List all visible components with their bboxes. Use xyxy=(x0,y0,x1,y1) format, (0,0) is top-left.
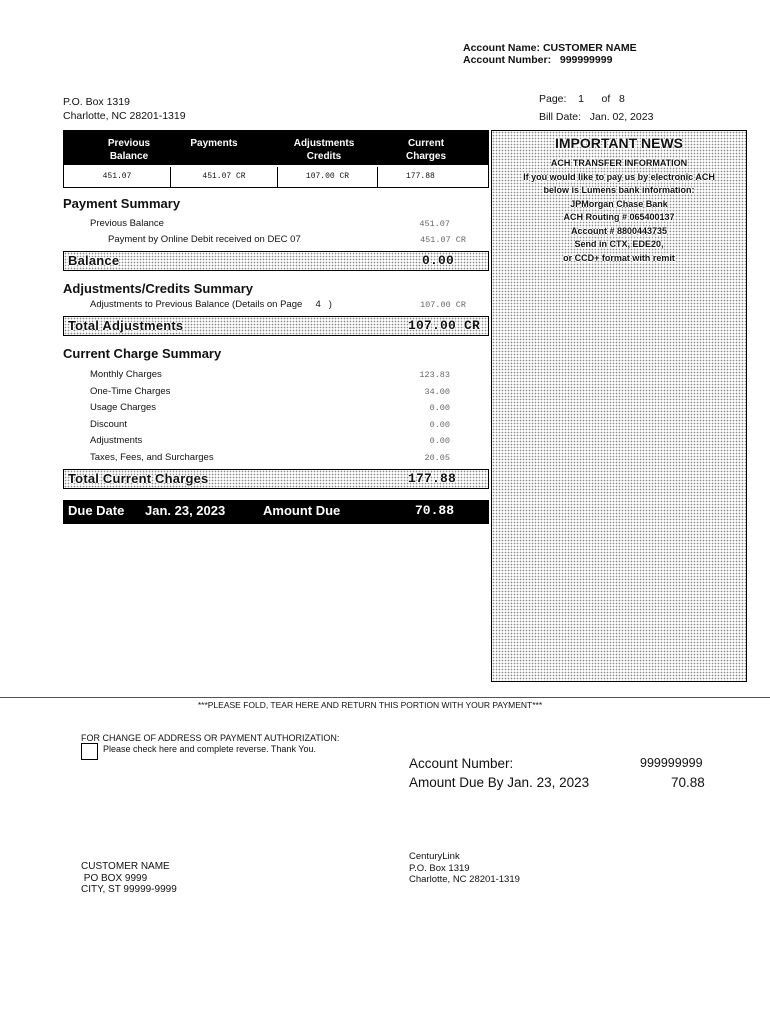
payee-address-line2: Charlotte, NC 28201-1319 xyxy=(409,874,520,885)
total-current-charges-value: 177.88 xyxy=(408,471,457,486)
page-info xyxy=(539,90,653,126)
news-line: JPMorgan Chase Bank xyxy=(570,198,668,209)
bill-date-label: Bill Date: xyxy=(539,111,582,123)
header-adjustments-credits: Adjustments Credits xyxy=(293,138,355,162)
news-line: Account # 8800443735 xyxy=(570,225,668,236)
header-payments: Payments xyxy=(190,138,238,149)
total-current-charges-box xyxy=(63,469,489,489)
remit-amount-label: Amount Due By Jan. 23, 2023 xyxy=(409,775,590,790)
payment-row-label: Payment by Online Debit received on DEC 07 xyxy=(108,234,301,245)
payment-row-label: Previous Balance xyxy=(90,218,164,229)
charge-row-value: 0.00 xyxy=(429,436,450,446)
of-label: of xyxy=(601,93,611,105)
charge-row-label: Monthly Charges xyxy=(90,369,162,380)
news-line: below is Lumens bank information: xyxy=(543,185,695,195)
due-date-value: Jan. 23, 2023 xyxy=(145,503,226,518)
charge-row-value: 34.00 xyxy=(424,387,450,397)
customer-name: CUSTOMER NAME xyxy=(81,861,170,872)
payee-address xyxy=(409,851,520,886)
value-payments: 451.07 CR xyxy=(171,167,278,187)
important-news-panel xyxy=(491,130,747,682)
news-line: or CCD+ format with remit xyxy=(563,252,675,263)
charge-row-value: 123.83 xyxy=(419,370,450,380)
charge-row-value: 0.00 xyxy=(429,420,450,430)
news-line: If you would like to pay us by electronic ACH xyxy=(523,171,715,182)
adjustments-row-close: ) xyxy=(328,299,332,310)
important-news-body xyxy=(492,157,746,265)
customer-address xyxy=(81,861,177,896)
charge-row-label: Usage Charges xyxy=(90,402,157,413)
value-adjustments: 107.00 CR xyxy=(278,167,378,187)
balance-total-box xyxy=(63,251,489,271)
due-bar xyxy=(63,500,489,524)
remit-account-label: Account Number: xyxy=(409,756,514,771)
remit-account-value: 999999999 xyxy=(640,756,703,770)
charge-row-value: 20.05 xyxy=(424,453,450,463)
due-date-label: Due Date xyxy=(68,503,125,518)
adjustments-row-label xyxy=(90,299,332,310)
customer-address-line1: PO BOX 9999 xyxy=(81,872,148,884)
charge-row-label: Adjustments xyxy=(90,435,143,446)
news-line: ACH TRANSFER INFORMATION xyxy=(550,158,688,168)
change-of-address-section xyxy=(81,733,339,755)
payment-summary-title: Payment Summary xyxy=(63,196,181,211)
account-number-label: Account Number: xyxy=(463,54,552,66)
amount-due-label: Amount Due xyxy=(263,503,341,518)
total-adjustments-label: Total Adjustments xyxy=(68,318,184,333)
news-line: ACH Routing # 065400137 xyxy=(563,212,675,222)
remit-address-line1: P.O. Box 1319 xyxy=(63,96,130,108)
summary-table-header xyxy=(64,131,488,165)
charge-row-label: One-Time Charges xyxy=(90,386,171,397)
total-adjustments-value: 107.00 CR xyxy=(408,318,481,333)
news-line: Send in CTX, EDE20, xyxy=(574,239,664,249)
adjustments-row-value: 107.00 CR xyxy=(420,300,466,310)
customer-address-line2: CITY, ST 99999-9999 xyxy=(81,884,177,895)
balance-label: Balance xyxy=(68,253,120,268)
page-total: 8 xyxy=(619,93,625,105)
change-of-address-sub: Please check here and complete reverse. Thank You. xyxy=(103,744,316,754)
value-previous-balance: 451.07 xyxy=(64,167,171,187)
page-number: 1 xyxy=(578,93,584,105)
total-current-charges-label: Total Current Charges xyxy=(68,471,209,486)
payment-row-value: 451.07 xyxy=(419,219,450,229)
account-header xyxy=(463,42,637,66)
remit-address xyxy=(63,95,186,123)
payee-name: CenturyLink xyxy=(409,851,460,862)
account-name-label: Account Name: xyxy=(463,42,541,54)
bill-date-value: Jan. 02, 2023 xyxy=(589,111,654,123)
account-name-value: CUSTOMER NAME xyxy=(542,42,637,54)
remit-amount-value: 70.88 xyxy=(671,775,705,790)
summary-table-values xyxy=(64,167,488,187)
summary-table xyxy=(63,130,489,188)
charge-row-label: Taxes, Fees, and Surcharges xyxy=(90,452,214,463)
balance-value: 0.00 xyxy=(422,253,455,268)
payee-address-line1: P.O. Box 1319 xyxy=(409,862,470,874)
charge-row-value: 0.00 xyxy=(429,403,450,413)
payment-row-value: 451.07 CR xyxy=(420,235,466,245)
adjustments-row-page: 4 xyxy=(315,299,321,310)
tear-line-rule xyxy=(0,697,770,698)
charge-row-label: Discount xyxy=(90,419,127,430)
header-current-charges: Current Charges xyxy=(405,138,446,162)
current-charges-title: Current Charge Summary xyxy=(63,346,222,361)
change-of-address-label: FOR CHANGE OF ADDRESS OR PAYMENT AUTHORIZATION: xyxy=(81,733,340,743)
total-adjustments-box xyxy=(63,316,489,336)
remit-address-line2: Charlotte, NC 28201-1319 xyxy=(63,110,186,122)
page-label: Page: xyxy=(539,93,567,105)
account-number-value: 999999999 xyxy=(559,54,613,66)
amount-due-value: 70.88 xyxy=(415,503,455,518)
adjustments-summary-title: Adjustments/Credits Summary xyxy=(63,281,253,296)
adjustments-row-text: Adjustments to Previous Balance (Details on Page xyxy=(90,299,303,310)
value-current-charges: 177.88 xyxy=(406,172,435,181)
header-previous-balance: Previous Balance xyxy=(107,138,151,162)
important-news-title: IMPORTANT NEWS xyxy=(554,135,684,151)
tear-instructions: ***PLEASE FOLD, TEAR HERE AND RETURN THIS PORTION WITH YOUR PAYMENT*** xyxy=(197,700,543,710)
change-of-address-checkbox[interactable] xyxy=(81,743,98,760)
